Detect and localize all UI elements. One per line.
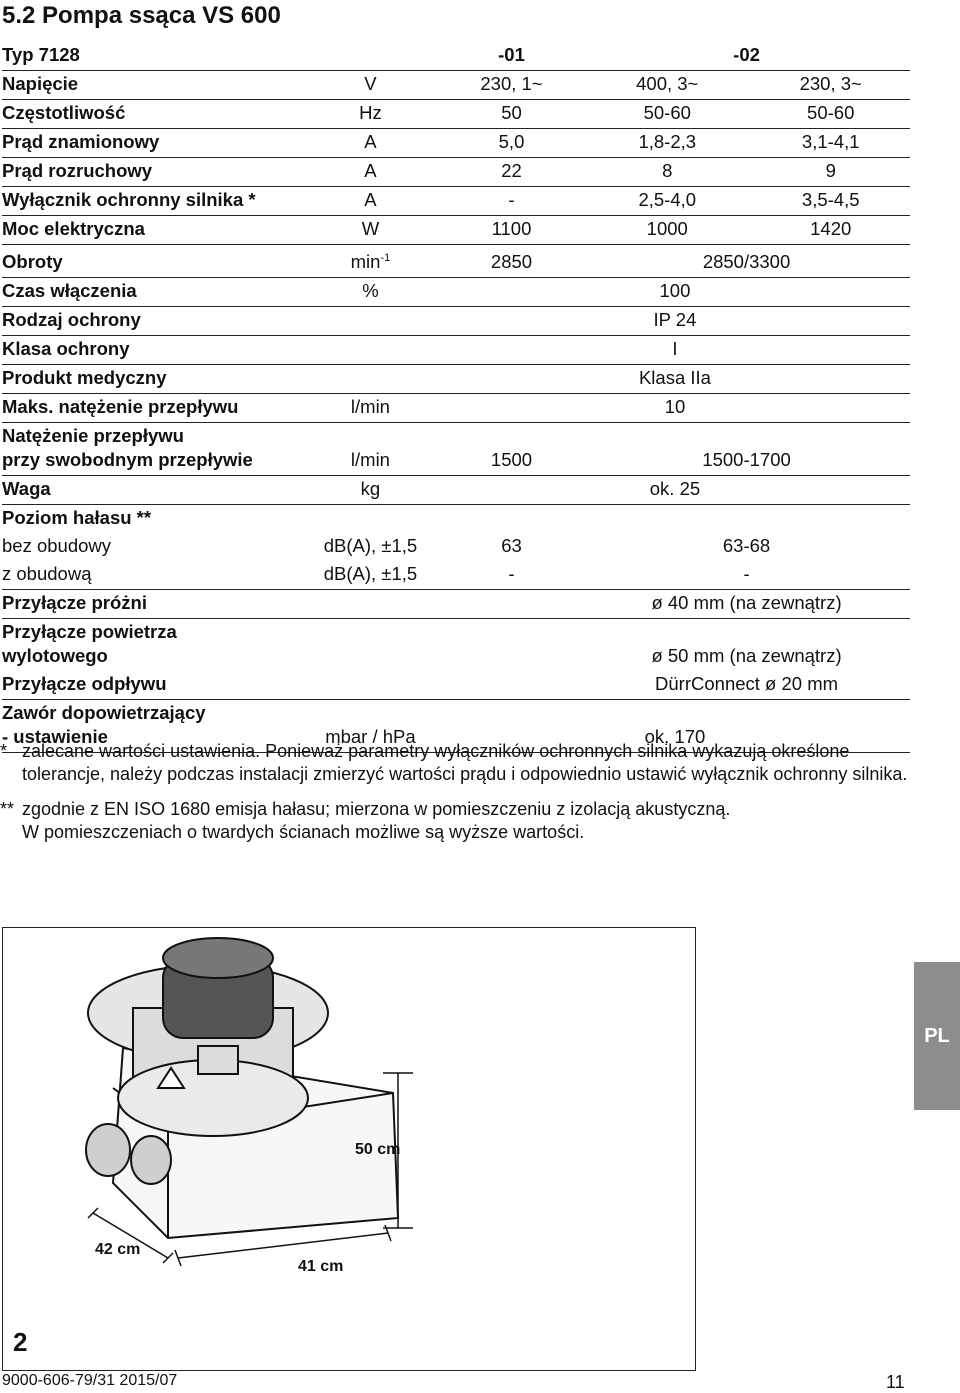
table-row [2,245,910,278]
table-row [2,671,910,700]
row-unit: mbar / hPa [301,700,440,753]
table-row [2,476,910,505]
value-02a: 400, 3~ [583,71,751,100]
footnote-1 [0,740,910,786]
section-title: 5.2 Pompa ssąca VS 600 [2,2,281,29]
value-01: 1500 [440,423,583,476]
table-header-row [2,42,910,71]
row-label: Waga [2,476,301,505]
value-02a: 1000 [583,216,751,245]
row-label: Produkt medyczny [2,365,301,394]
table-row [2,394,910,423]
value-02: 63-68 [722,535,771,557]
row-label: Poziom hałasu ** [2,507,152,529]
row-unit: Hz [301,100,440,129]
value-02b: 3,1-4,1 [751,129,910,158]
row-label: Obroty [2,245,301,278]
row-unit: l/min [301,394,440,423]
row-label: Prąd znamionowy [2,129,301,158]
value-02b: 9 [751,158,910,187]
row-label [2,423,301,476]
value-02a: 8 [583,158,751,187]
row-label-line2: przy swobodnym przepływie [2,449,253,471]
column-header-02: -02 [583,42,910,71]
row-label: Częstotliwość [2,100,301,129]
pump-illustration [3,928,695,1370]
value-02b: 230, 3~ [751,71,910,100]
row-label: Rodzaj ochrony [2,307,301,336]
value-02a: 1,8-2,3 [583,129,751,158]
row-unit: A [301,129,440,158]
value-all: ok. 25 [440,476,910,505]
value-02b: 50-60 [751,100,910,129]
table-row [2,307,910,336]
row-unit: A [301,158,440,187]
row-label-line1: Przyłącze powietrza [2,621,177,643]
value-01: 50 [440,100,583,129]
value-all: IP 24 [440,307,910,336]
page-number: 11 [886,1372,905,1392]
row-label: Moc elektryczna [2,216,301,245]
value-all: ok. 170 [440,700,910,753]
value-01: 63 [501,535,522,557]
table-row [2,100,910,129]
table-row [2,216,910,245]
value-01: 1100 [440,216,583,245]
unit-exponent: -1 [380,252,391,264]
footnote-mark: ** [0,799,15,819]
value-01: 5,0 [440,129,583,158]
value-all: Klasa IIa [440,365,910,394]
row-label: Napięcie [2,71,301,100]
value-02: - [583,561,910,590]
language-tab: PL [914,962,960,1110]
value-all: I [440,336,910,365]
footnote-2 [0,798,910,844]
row-label-line1: Natężenie przepływu [2,425,184,447]
table-row [2,129,910,158]
value-02a: 50-60 [583,100,751,129]
value-all: 100 [440,278,910,307]
row-label: Maks. natężenie przepływu [2,394,301,423]
row-unit: V [301,71,440,100]
row-unit: kg [301,476,440,505]
spec-table [2,42,910,753]
table-row [2,619,910,672]
table-row [2,505,910,534]
row-label [2,619,301,672]
table-row [2,336,910,365]
row-label-line2: wylotowego [2,645,108,667]
row-unit: dB(A), ±1,5 [323,535,418,557]
row-label: Prąd rozruchowy [2,158,301,187]
table-row [2,365,910,394]
column-header-01: -01 [440,42,583,71]
row-unit: l/min [301,423,440,476]
pump-figure [2,927,696,1371]
value-02b: 3,5-4,5 [751,187,910,216]
footnote-mark: * [0,741,8,761]
value-02: DürrConnect ø 20 mm [583,671,910,700]
row-unit: dB(A), ±1,5 [301,561,440,590]
table-row [2,278,910,307]
value-01: 2850 [440,245,583,278]
value-02b: 1420 [751,216,910,245]
value-01: - [440,561,583,590]
footnote-text: zalecane wartości ustawienia. Ponieważ parametry wyłączników ochronnych silnika wykazują określone tolerancje, należy podczas instalacji zmierzyć wartości prądu i odpowiednio ustawić wyłącznik ochronny silnika. [22,741,908,784]
footer-doc-number: 9000-606-79/31 2015/07 [2,1372,178,1389]
table-row [2,423,910,476]
row-label: z obudową [2,561,301,590]
row-unit [301,245,440,278]
row-unit: A [301,187,440,216]
row-label: Klasa ochrony [2,336,301,365]
dimension-height-label: 50 cm [355,1141,401,1158]
unit-base: min [350,251,381,273]
table-row [2,71,910,100]
type-label: Typ 7128 [2,42,301,71]
table-row [2,533,910,561]
table-row [2,590,910,619]
value-01: 22 [440,158,583,187]
figure-number: 2 [13,1327,28,1357]
value-02a: 2,5-4,0 [583,187,751,216]
value-01: - [440,187,583,216]
footnote-text-line2: W pomieszczeniach o twardych ścianach możliwe są wyższe wartości. [22,822,585,842]
dimension-depth-label: 42 cm [95,1241,141,1258]
value-02: ø 40 mm (na zewnątrz) [583,590,910,619]
row-label-line1: Zawór dopowietrzający [2,702,206,724]
table-row [2,187,910,216]
table-row [2,561,910,590]
footnotes [0,740,910,856]
row-label: Wyłącznik ochronny silnika * [2,187,301,216]
row-unit: W [301,216,440,245]
value-02: 2850/3300 [583,245,910,278]
row-label: Przyłącze odpływu [2,671,301,700]
table-row [2,158,910,187]
value-all: 10 [440,394,910,423]
dimension-width-label: 41 cm [298,1258,344,1275]
row-label-line2: - ustawienie [2,726,108,748]
value-02: ø 50 mm (na zewnątrz) [651,645,842,667]
row-label: bez obudowy [2,535,112,557]
row-unit: % [301,278,440,307]
value-01: 230, 1~ [440,71,583,100]
footnote-text-line1: zgodnie z EN ISO 1680 emisja hałasu; mierzona w pomieszczeniu z izolacją akustyczną. [22,799,731,819]
value-02: 1500-1700 [583,423,910,476]
row-label: Przyłącze próżni [2,590,301,619]
row-label: Czas włączenia [2,278,301,307]
